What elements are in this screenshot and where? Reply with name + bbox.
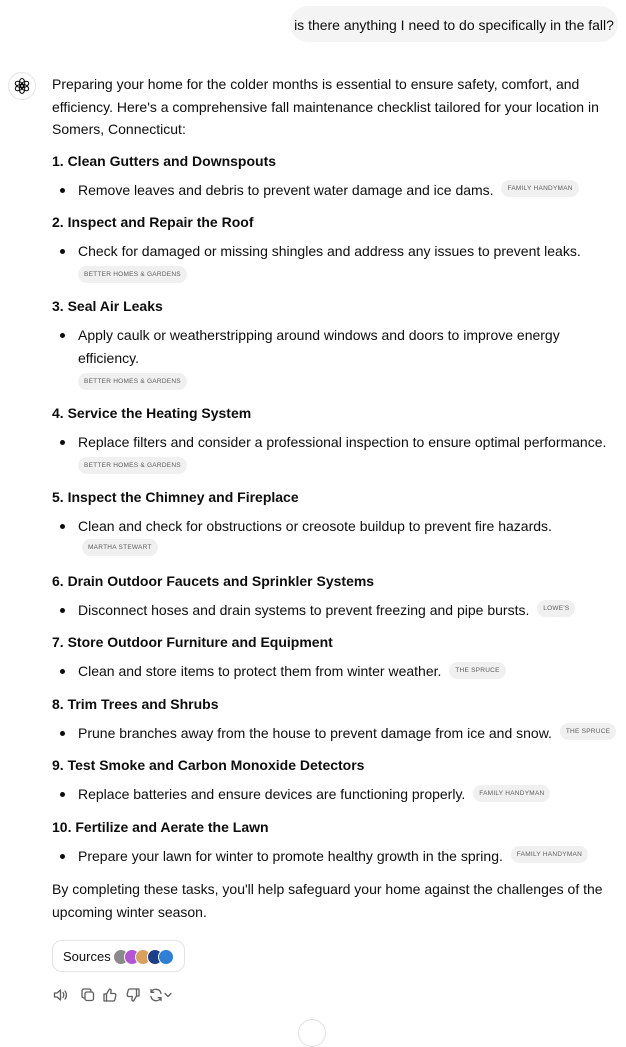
checklist-section [52,403,622,476]
intro-paragraph: Preparing your home for the colder months is essential to ensure safety, comfort, and efficiency. Here's a comprehensive fall maintenance checklist tailored for your location in Somers, Connecticut: [52,76,599,137]
source-favicon-icon [158,949,174,965]
checklist-section [52,632,622,683]
checklist-section [52,755,622,806]
checklist-section [52,212,622,285]
sources-label: Sources [63,949,111,964]
checklist-section [52,571,622,622]
list-item-text: Check for damaged or missing shingles and address any issues to prevent leaks. [78,243,581,259]
chevron-down-icon[interactable] [162,986,174,1004]
section-heading: 10. Fertilize and Aerate the Lawn [52,818,269,835]
source-citation-badge[interactable]: LOWE'S [537,600,575,617]
list-item-text: Apply caulk or weatherstripping around windows and doors to improve energy efficiency. [78,327,560,366]
user-message-text: is there anything I need to do specifically in the fall? [294,17,614,33]
list-item [52,599,622,622]
source-citation-badge[interactable]: THE SPRUCE [560,723,616,740]
list-item-text: Prepare your lawn for winter to promote healthy growth in the spring. [78,847,503,864]
checklist-section [52,296,622,392]
source-citation-badge[interactable]: BETTER HOMES & GARDENS [78,266,187,283]
source-citation-badge[interactable]: FAMILY HANDYMAN [511,846,588,863]
checklist-section [52,694,622,745]
list-item [52,783,622,806]
list-item [52,845,622,868]
thumbs-down-icon[interactable] [124,986,142,1004]
section-heading: 1. Clean Gutters and Downspouts [52,152,277,169]
read-aloud-icon[interactable] [52,986,70,1004]
user-message-bubble [290,6,618,42]
section-heading: 5. Inspect the Chimney and Fireplace [52,488,299,505]
section-heading: 7. Store Outdoor Furniture and Equipment [52,634,333,650]
checklist-section [52,817,622,868]
section-heading: 2. Inspect and Repair the Roof [52,214,254,230]
list-item [52,722,622,745]
outro-paragraph: By completing these tasks, you'll help safeguard your home against the challenges of the upcoming winter season. [52,881,603,920]
openai-logo-icon [13,77,31,95]
assistant-message [52,73,622,923]
list-item-text: Replace filters and consider a professional inspection to ensure optimal performance. [78,433,607,450]
list-item [52,660,622,683]
list-item-text: Disconnect hoses and drain systems to prevent freezing and pipe bursts. [78,601,530,618]
section-heading: 9. Test Smoke and Carbon Monoxide Detectors [52,757,365,773]
source-citation-badge[interactable]: FAMILY HANDYMAN [501,180,578,197]
list-item-text: Clean and store items to protect them from winter weather. [78,663,442,679]
sources-button[interactable] [52,940,185,972]
source-citation-badge[interactable]: MARTHA STEWART [82,539,158,556]
source-citation-badge[interactable]: BETTER HOMES & GARDENS [78,457,187,474]
section-heading: 8. Trim Trees and Shrubs [52,695,219,712]
message-actions [52,986,182,1004]
checklist-section [52,487,622,560]
list-item-text: Remove leaves and debris to prevent water damage and ice dams. [78,181,494,198]
list-item [52,431,622,476]
source-favicons [113,949,183,965]
section-heading: 6. Drain Outdoor Faucets and Sprinkler Systems [52,572,375,589]
source-citation-badge[interactable]: THE SPRUCE [449,662,505,679]
list-item-text: Clean and check for obstructions or creosote buildup to prevent fire hazards. [78,517,552,534]
list-item-text: Prune branches away from the house to prevent damage from ice and snow. [78,724,552,741]
copy-icon[interactable] [79,986,97,1004]
source-citation-badge[interactable]: FAMILY HANDYMAN [473,785,550,802]
list-item [52,515,622,560]
section-heading: 4. Service the Heating System [52,404,252,421]
scroll-to-bottom-button[interactable] [298,1019,326,1047]
thumbs-up-icon[interactable] [101,986,119,1004]
checklist-section [52,151,622,202]
list-item-text: Replace batteries and ensure devices are functioning properly. [78,786,466,802]
section-heading: 3. Seal Air Leaks [52,298,163,314]
list-item [52,179,622,202]
assistant-avatar [8,72,36,100]
source-citation-badge[interactable]: BETTER HOMES & GARDENS [78,373,187,390]
list-item [52,240,622,285]
list-item [52,324,622,392]
